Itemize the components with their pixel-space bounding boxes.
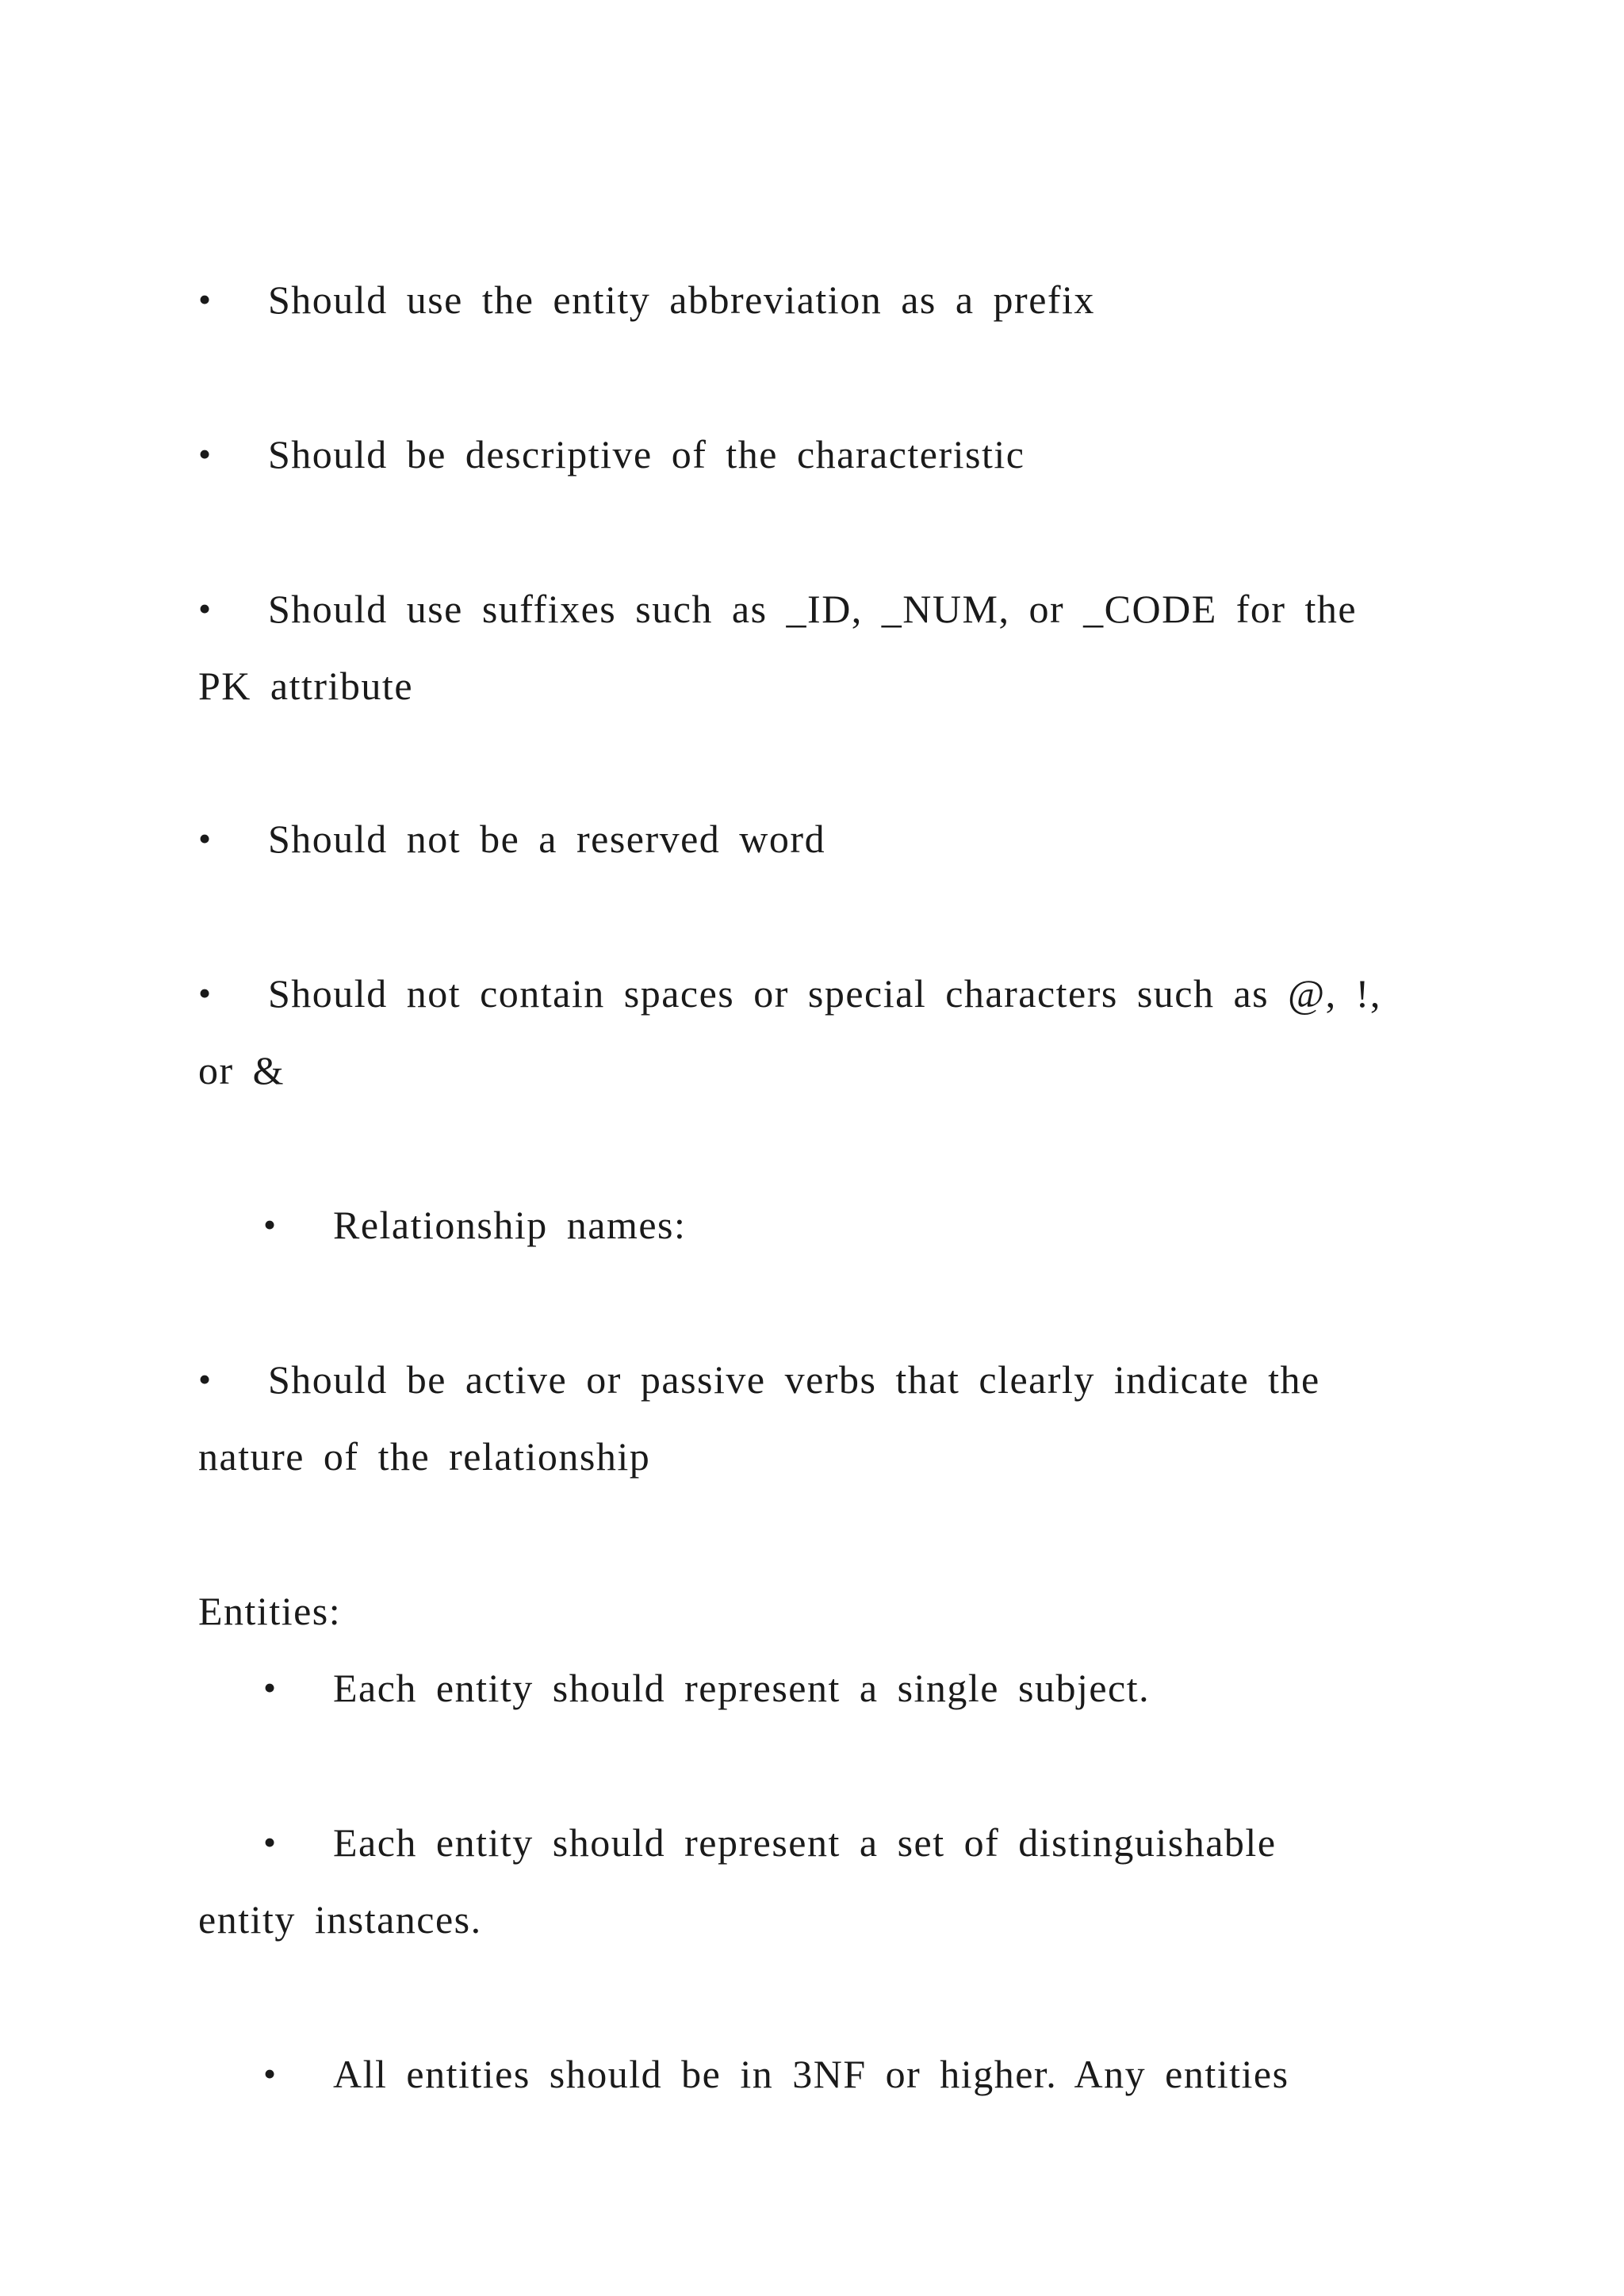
list-item-text: All entities should be in 3NF or higher. Any entities	[333, 2052, 1289, 2096]
bullet-marker: •	[198, 1359, 212, 1399]
bullet-marker: •	[198, 973, 212, 1013]
list-item-text: Should not contain spaces or special characters such as @, !,	[268, 971, 1381, 1016]
bullet-marker: •	[198, 818, 212, 859]
bullet-marker: •	[198, 434, 212, 474]
section-heading: Entities:	[198, 1589, 342, 1633]
list-item-continuation: nature of the relationship	[198, 1434, 651, 1479]
list-item-text: Each entity should represent a single subject.	[333, 1666, 1151, 1710]
list-item-text: Should use suffixes such as _ID, _NUM, or _CODE for the	[268, 587, 1358, 631]
bullet-marker: •	[263, 1204, 277, 1245]
bullet-marker: •	[263, 2053, 277, 2094]
list-item-text: Each entity should represent a set of distinguishable	[333, 1820, 1277, 1865]
bullet-marker: •	[198, 588, 212, 629]
list-item-continuation: PK attribute	[198, 664, 414, 708]
list-item-text: Should be descriptive of the characteristic	[268, 432, 1025, 476]
list-item-text: Should not be a reserved word	[268, 817, 826, 861]
list-item-continuation: entity instances.	[198, 1897, 482, 1942]
list-item-continuation: or &	[198, 1048, 285, 1093]
bullet-marker: •	[263, 1822, 277, 1862]
list-item-text: Relationship names:	[333, 1203, 687, 1247]
bullet-marker: •	[198, 279, 212, 320]
list-item-text: Should be active or passive verbs that clearly indicate the	[268, 1357, 1320, 1402]
bullet-marker: •	[263, 1667, 277, 1708]
list-item-text: Should use the entity abbreviation as a prefix	[268, 277, 1095, 322]
